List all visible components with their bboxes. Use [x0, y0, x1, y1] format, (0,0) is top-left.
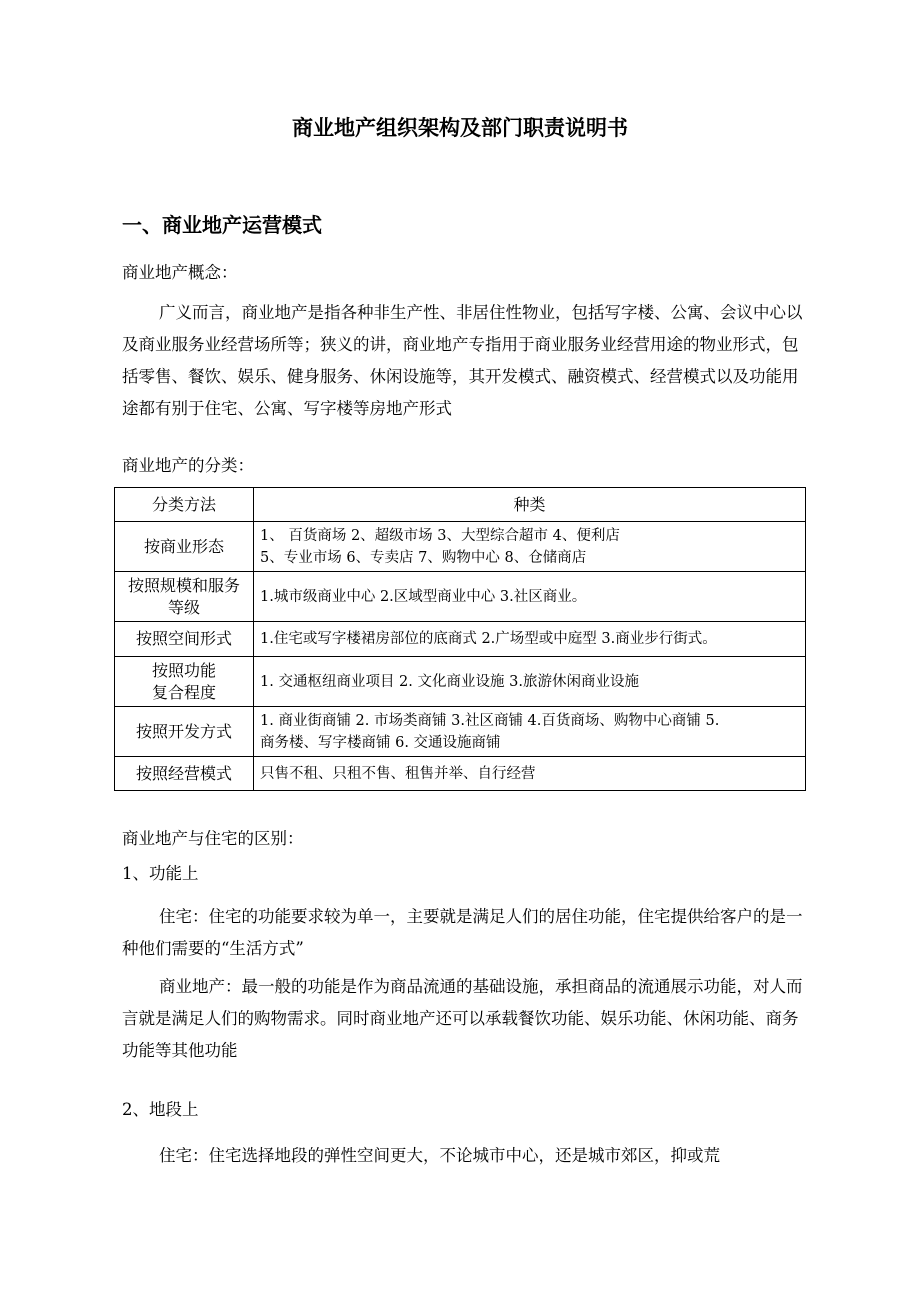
function-commercial-paragraph: 商业地产：最一般的功能是作为商品流通的基础设施，承担商品的流通展示功能，对人而言就是满足人们的购物需求。同时商业地产还可以承载餐饮功能、娱乐功能、休闲功能、商务功能等其他功能 [122, 977, 803, 1060]
row-types [254, 707, 806, 757]
row-method [115, 572, 254, 622]
function-residential-paragraph: 住宅：住宅的功能要求较为单一，主要就是满足人们的居住功能，住宅提供给客户的是一种他们需要的“生活方式” [122, 907, 803, 958]
row-types-line: 1. 商业街商铺 2. 市场类商铺 3.社区商铺 4.百货商场、购物中心商铺 5. [260, 712, 720, 729]
row-types-line: 商务楼、写字楼商铺 6. 交通设施商铺 [260, 734, 501, 751]
table-row [115, 622, 806, 657]
row-types-line: 5、专业市场 6、专卖店 7、购物中心 8、仓储商店 [260, 549, 587, 566]
row-method: 按商业形态 [115, 522, 254, 572]
row-types [254, 522, 806, 572]
location-residential-paragraph: 住宅：住宅选择地段的弹性空间更大，不论城市中心，还是城市郊区，抑或荒 [159, 1146, 720, 1165]
row-method-line: 复合程度 [151, 682, 216, 702]
row-method-line: 按照功能 [151, 660, 216, 680]
table-header-row [115, 488, 806, 522]
table-row [115, 522, 806, 572]
location-label: 2、地段上 [122, 1100, 199, 1119]
classification-label: 商业地产的分类： [122, 456, 254, 475]
row-method: 按照空间形式 [115, 622, 254, 657]
table-row [115, 572, 806, 622]
row-method [115, 657, 254, 707]
row-types: 只售不租、只租不售、租售并举、自行经营 [254, 757, 806, 791]
function-label: 1、功能上 [122, 864, 199, 883]
row-method: 按照经营模式 [115, 757, 254, 791]
header-types: 种类 [254, 488, 806, 522]
section-heading: 一、商业地产运营模式 [122, 213, 322, 237]
concept-paragraph: 广义而言，商业地产是指各种非生产性、非居住性物业，包括写字楼、公寓、会议中心以及商业服务业经营场所等；狭义的讲，商业地产专指用于商业服务业经营用途的物业形式，包括零售、餐饮、娱乐、健身服务、休闲设施等，其开发模式、融资模式、经营模式以及功能用途都有别于住宅、公寓、写字楼等房地产形式 [122, 303, 803, 418]
classification-table [114, 487, 806, 791]
concept-label: 商业地产概念： [122, 263, 238, 282]
header-method: 分类方法 [115, 488, 254, 522]
table-row [115, 757, 806, 791]
row-types: 1. 交通枢纽商业项目 2. 文化商业设施 3.旅游休闲商业设施 [254, 657, 806, 707]
row-types: 1.城市级商业中心 2.区域型商业中心 3.社区商业。 [254, 572, 806, 622]
row-types: 1.住宅或写字楼裙房部位的底商式 2.广场型或中庭型 3.商业步行街式。 [254, 622, 806, 657]
row-method-line: 按照规模和服务 [127, 575, 240, 595]
document-title: 商业地产组织架构及部门职责说明书 [292, 116, 628, 140]
row-types-line: 1、 百货商场 2、超级市场 3、大型综合超市 4、便利店 [260, 527, 620, 544]
row-method-line: 等级 [167, 597, 200, 617]
table-row [115, 657, 806, 707]
difference-label: 商业地产与住宅的区别： [122, 829, 304, 848]
table-row [115, 707, 806, 757]
row-method: 按照开发方式 [115, 707, 254, 757]
